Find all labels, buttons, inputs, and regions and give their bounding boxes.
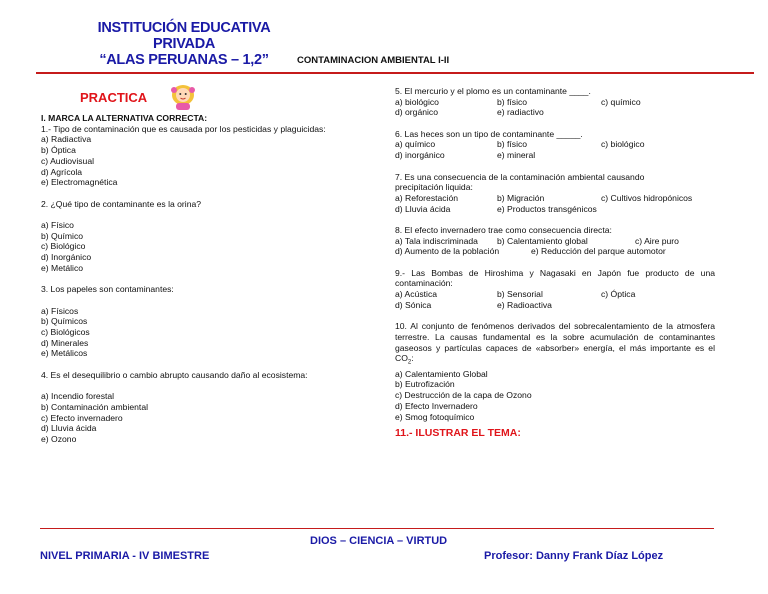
question-9-stem: 9.- Las Bombas de Hiroshima y Nagasaki en Japón fue producto de una contaminación:	[395, 267, 715, 289]
q8-row-1	[395, 236, 715, 247]
right-column	[395, 86, 715, 440]
question-2-stem: 2. ¿Qué tipo de contaminante es la orina?	[41, 198, 202, 209]
q3-option-c: c) Biológicos	[41, 327, 90, 337]
q5-option-e: e) radiactivo	[497, 107, 544, 118]
q2-option-c: c) Biológico	[41, 241, 86, 252]
footer-rule	[40, 528, 714, 529]
q3-option-d: d) Minerales	[41, 337, 89, 348]
q6-option-b: b) físico	[497, 139, 528, 150]
q10-subscript: 2	[407, 360, 412, 367]
q4-option-a: a) Incendio forestal	[41, 391, 115, 402]
q9-option-b: b) Sensorial	[497, 289, 543, 300]
q9-row-1	[395, 289, 715, 300]
q3-option-a: a) Físicos	[41, 305, 79, 316]
question-11-heading: 11.- ILUSTRAR EL TEMA:	[395, 427, 521, 440]
q5-option-a: a) biológico	[395, 96, 439, 107]
q9-option-c: c) Óptica	[601, 289, 636, 300]
q10-option-c: c) Destrucción de la capa de Ozono	[395, 390, 532, 401]
q2-option-e: e) Metálico	[41, 262, 84, 273]
q9-option-d: d) Sónica	[395, 299, 432, 310]
question-7-stem-1: 7. Es una consecuencia de la contaminación ambiental causando	[395, 171, 645, 182]
q5-option-c: c) químico	[601, 96, 641, 107]
q8-row-2	[395, 246, 715, 257]
q8-option-a: a) Tala indiscriminada	[395, 235, 478, 246]
q9-option-a: a) Acústica	[395, 289, 438, 300]
q1-option-e: e) Electromagnética	[41, 177, 118, 188]
q8-option-b: b) Calentamiento global	[497, 235, 588, 246]
footer-motto: DIOS – CIENCIA – VIRTUD	[310, 535, 448, 547]
q7-row-2	[395, 204, 715, 215]
question-7-stem-2: precipitación liquida:	[395, 182, 473, 193]
question-3-stem: 3. Los papeles son contaminantes:	[41, 284, 174, 295]
q5-option-d: d) orgánico	[395, 107, 438, 118]
question-8-stem: 8. El efecto invernadero trae como consecuencia directa:	[395, 225, 612, 235]
q5-row-2	[395, 107, 715, 118]
q7-option-a: a) Reforestación	[395, 192, 459, 203]
q7-option-b: b) Migración	[497, 192, 545, 203]
q8-option-d: d) Aumento de la población	[395, 246, 500, 257]
q3-option-b: b) Químicos	[41, 316, 88, 327]
institution-line-3: “ALAS PERUANAS – 1,2”	[99, 52, 269, 68]
q10-option-a: a) Calentamiento Global	[395, 368, 488, 379]
q8-option-e: e) Reducción del parque automotor	[531, 246, 666, 257]
question-5-stem: 5. El mercurio y el plomo es un contaminante ____.	[395, 86, 591, 96]
q10-stem-tail: :	[411, 353, 414, 364]
question-1-stem: 1.- Tipo de contaminación que es causada por los pesticidas y plaguicidas:	[41, 123, 326, 134]
question-4-stem: 4. Es el desequilibrio o cambio abrupto causando daño al ecosistema:	[41, 369, 308, 380]
section-heading: I. MARCA LA ALTERNATIVA CORRECTA:	[41, 113, 208, 123]
q6-row-1	[395, 139, 715, 150]
q8-option-c: c) Aire puro	[635, 235, 679, 246]
q7-option-c: c) Cultivos hidropónicos	[601, 192, 693, 203]
institution-line-1: INSTITUCIÓN EDUCATIVA	[97, 20, 271, 36]
question-10-stem	[395, 321, 715, 369]
q4-option-c: c) Efecto invernadero	[41, 412, 123, 423]
q10-option-b: b) Eutrofización	[395, 379, 455, 390]
q1-option-a: a) Radiactiva	[41, 134, 92, 145]
q5-option-b: b) físico	[497, 96, 528, 107]
q6-row-2	[395, 150, 715, 161]
q6-option-e: e) mineral	[497, 150, 536, 161]
girl-clipart-icon	[168, 82, 198, 110]
q7-option-d: d) Lluvia ácida	[395, 203, 451, 214]
question-6-stem: 6. Las heces son un tipo de contaminante _____.	[395, 128, 583, 139]
q10-option-d: d) Efecto Invernadero	[395, 400, 478, 411]
q10-option-e: e) Smog fotoquímico	[395, 411, 475, 422]
q2-option-d: d) Inorgánico	[41, 252, 92, 263]
q2-option-a: a) Físico	[41, 220, 74, 230]
left-column	[41, 113, 371, 445]
q7-option-e: e) Productos transgénicos	[497, 203, 597, 214]
institution-name	[96, 20, 272, 68]
institution-line-2: PRIVADA	[152, 36, 216, 52]
q9-option-e: e) Radioactiva	[497, 299, 552, 310]
document-title: CONTAMINACION AMBIENTAL I-II	[297, 55, 450, 66]
practica-heading: PRACTICA	[80, 90, 148, 105]
q3-option-e: e) Metálicos	[41, 348, 88, 359]
footer-level: NIVEL PRIMARIA - IV BIMESTRE	[40, 550, 210, 562]
q1-option-c: c) Audiovisual	[41, 155, 95, 166]
header-rule	[36, 72, 754, 74]
q4-option-b: b) Contaminación ambiental	[41, 401, 149, 412]
q1-option-d: d) Agrícola	[41, 166, 83, 177]
q9-row-2	[395, 300, 715, 311]
q4-option-d: d) Lluvia ácida	[41, 423, 97, 434]
q6-option-a: a) químico	[395, 139, 436, 150]
q2-option-b: b) Químico	[41, 230, 84, 241]
q4-option-e: e) Ozono	[41, 434, 77, 444]
q7-row-1	[395, 193, 715, 204]
q6-option-d: d) inorgánico	[395, 150, 445, 161]
footer-teacher: Profesor: Danny Frank Díaz López	[484, 550, 664, 562]
q10-stem-text: 10. Al conjunto de fenómenos derivados del sobrecalentamiento de la atmosfera terrestre. La causas fundamental es la sobre acumulación de contaminantes gaseosos y partículas capaces de «absorber» energía, el más importante es el CO	[395, 321, 715, 364]
q6-option-c: c) biológico	[601, 139, 645, 150]
q5-row-1	[395, 97, 715, 108]
q1-option-b: b) Óptica	[41, 145, 76, 156]
